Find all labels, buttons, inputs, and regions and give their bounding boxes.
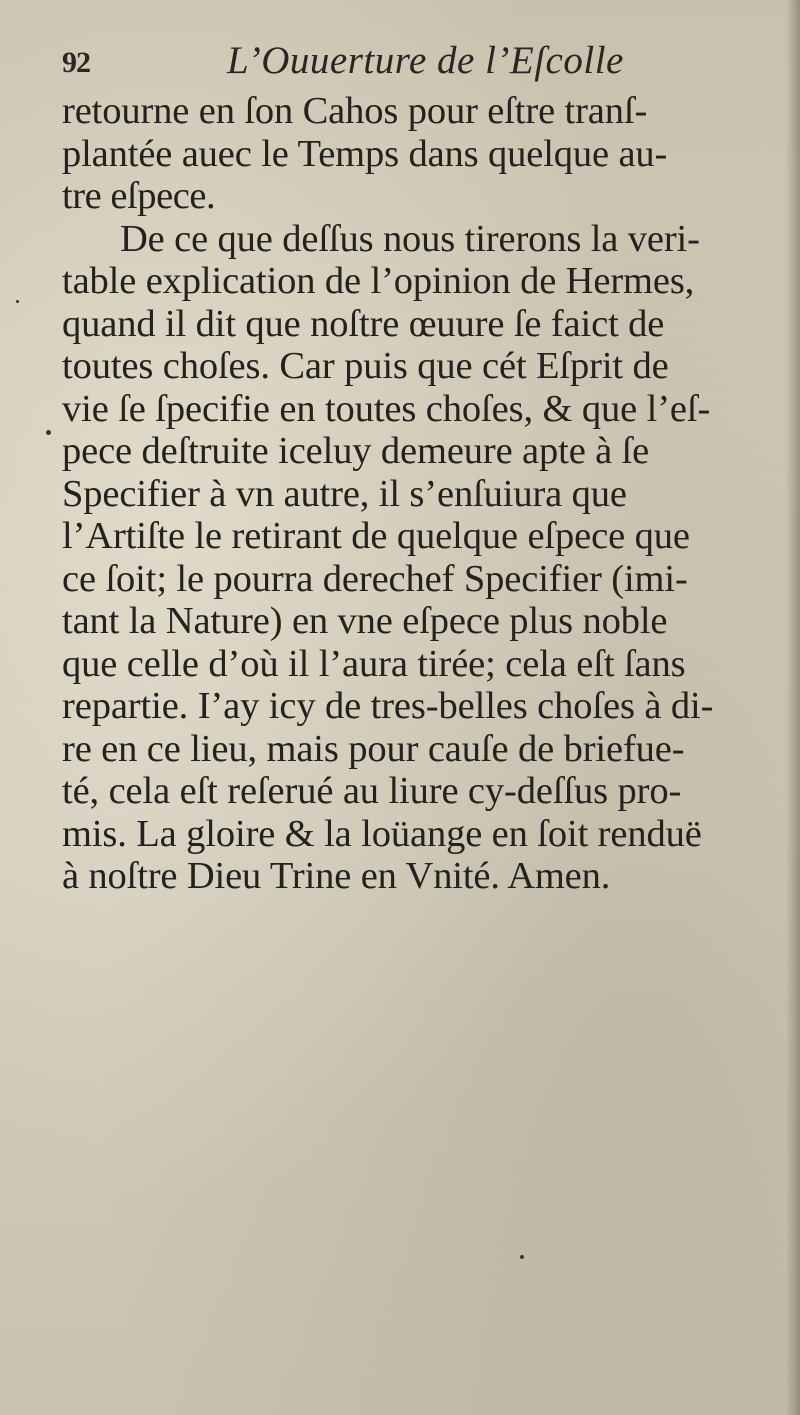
paragraph-start-line: De ce que deſſus nous tirerons la veri-: [120, 217, 700, 260]
text-line: table explication de l’opinion de Hermes,: [62, 260, 695, 302]
text-line: Specifier à vn autre, il s’enſuiura que: [62, 472, 627, 515]
text-line: ce ſoit; le pourra derechef Specifier (imi-: [62, 557, 688, 600]
running-title: L’Ouuerture de l’Eſcolle: [227, 39, 624, 82]
text-line: mis. La gloire & la loüange en ſoit renduë: [62, 812, 702, 855]
text-line: que celle d’où il l’aura tirée; cela eſt ſans: [62, 642, 686, 685]
text-line: quand il dit que noſtre œuure ſe faict de: [62, 302, 665, 345]
text-line: té, cela eſt reſerué au liure cy-deſſus pro-: [62, 770, 682, 812]
text-line: retourne en ſon Cahos pour eſtre tranſ-: [62, 90, 648, 132]
text-line: re en ce lieu, mais pour cauſe de briefue-: [62, 727, 685, 770]
text-line: à noſtre Dieu Trine en Vnité. Amen.: [62, 855, 611, 897]
text-line: plantée auec le Temps dans quelque au-: [62, 132, 668, 175]
ink-speck: [520, 1255, 524, 1259]
text-line: l’Artiſte le retirant de quelque eſpece que: [62, 515, 690, 557]
text-line: tant la Nature) en vne eſpece plus noble: [62, 600, 668, 642]
body-text: [62, 90, 782, 898]
page-header: [62, 38, 702, 92]
text-line: toutes choſes. Car puis que cét Eſprit de: [62, 345, 669, 387]
text-line: tre eſpece.: [62, 175, 216, 217]
ink-speck: [16, 300, 19, 303]
ink-speck: [46, 430, 51, 435]
text-line: pece deſtruite iceluy demeure apte à ſe: [62, 430, 650, 472]
text-line: repartie. I’ay icy de tres-belles choſes à di-: [62, 685, 714, 727]
text-line: vie ſe ſpecifie en toutes choſes, & que l’eſ-: [62, 387, 711, 430]
page-number: 92: [62, 46, 90, 79]
